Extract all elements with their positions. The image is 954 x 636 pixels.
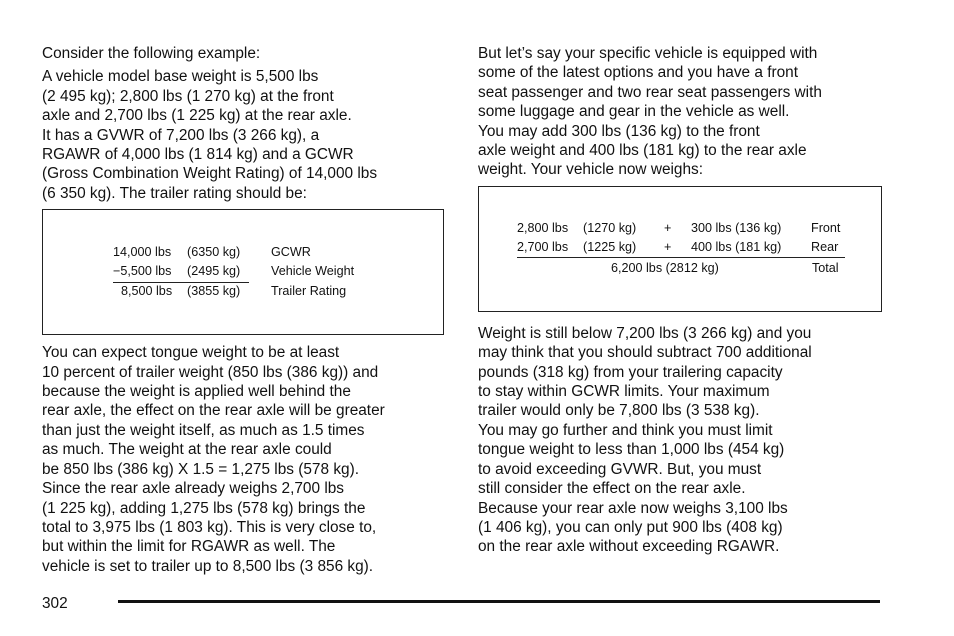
text-line: on the rear axle without exceeding RGAWR.	[478, 538, 780, 556]
text-line: 10 percent of trailer weight (850 lbs (386 kg)) and	[42, 363, 379, 381]
text-line: You can expect tongue weight to be at least	[42, 344, 340, 362]
text-line: than just the weight itself, as much as 1.5 times	[42, 421, 365, 439]
table-cell-operator: +	[664, 239, 672, 254]
table-cell-total-label: Total	[812, 260, 839, 275]
text-line: seat passenger and two rear seat passengers with	[478, 83, 822, 101]
text-line: may think that you should subtract 700 additional	[478, 344, 812, 362]
table-cell-base-kg: (1270 kg)	[583, 220, 637, 235]
table-cell-operator: +	[664, 220, 672, 235]
text-line: axle weight and 400 lbs (181 kg) to the rear axle	[478, 142, 807, 160]
tongue-weight-paragraph	[42, 343, 446, 576]
trailer-rating-table	[42, 209, 444, 335]
left-column	[42, 44, 446, 576]
text-line: to avoid exceeding GVWR. But, you must	[478, 460, 762, 478]
text-line: Weight is still below 7,200 lbs (3 266 kg) and you	[478, 324, 812, 342]
intro-text: Consider the following example:	[42, 45, 261, 62]
table-cell-lbs: 14,000 lbs	[113, 245, 172, 260]
text-line: still consider the effect on the rear axle.	[478, 480, 746, 498]
text-line: But let’s say your specific vehicle is equipped with	[478, 45, 818, 62]
table-cell-label: GCWR	[271, 245, 311, 260]
text-line: tongue weight to less than 1,000 lbs (454 kg)	[478, 441, 785, 459]
vehicle-weight-table	[478, 186, 882, 312]
table-cell-kg: (6350 kg)	[187, 245, 241, 260]
text-line: (2 495 kg); 2,800 lbs (1 270 kg) at the front	[42, 87, 334, 105]
example-paragraph	[42, 67, 446, 203]
text-line: be 850 lbs (386 kg) X 1.5 = 1,275 lbs (578 kg).	[42, 460, 359, 478]
table-cell-base: 2,800 lbs	[517, 220, 569, 235]
text-line: (1 225 kg), adding 1,275 lbs (578 kg) brings the	[42, 499, 366, 517]
text-line: total to 3,975 lbs (1 803 kg). This is very close to,	[42, 518, 377, 536]
table-cell-addition: 400 lbs (181 kg)	[691, 239, 782, 254]
table-cell-lbs: 8,500 lbs	[121, 284, 173, 299]
text-line: trailer would only be 7,800 lbs (3 538 kg).	[478, 402, 760, 420]
table-cell-kg: (3855 kg)	[187, 284, 241, 299]
text-line: weight. Your vehicle now weighs:	[478, 161, 704, 179]
table-cell-kg: (2495 kg)	[187, 264, 241, 279]
table-cell-base: 2,700 lbs	[517, 239, 569, 254]
text-line: Because your rear axle now weighs 3,100 lbs	[478, 499, 788, 517]
text-line: You may add 300 lbs (136 kg) to the front	[478, 122, 760, 140]
text-line: You may go further and think you must limit	[478, 421, 773, 439]
text-line: Since the rear axle already weighs 2,700 lbs	[42, 480, 345, 498]
text-line: (6 350 kg). The trailer rating should be:	[42, 184, 307, 202]
table-cell-label: Front	[811, 220, 841, 235]
table-cell-label: Rear	[811, 239, 839, 254]
text-line: to stay within GCWR limits. Your maximum	[478, 383, 770, 401]
text-line: vehicle is set to trailer up to 8,500 lbs (3 856 kg).	[42, 557, 374, 575]
table-cell-base-kg: (1225 kg)	[583, 239, 637, 254]
table-cell-total: 6,200 lbs (2812 kg)	[611, 260, 719, 275]
table-cell-label: Trailer Rating	[271, 284, 347, 299]
text-line: A vehicle model base weight is 5,500 lbs	[42, 68, 319, 86]
text-line: some luggage and gear in the vehicle as well.	[478, 103, 790, 121]
gcwr-paragraph	[478, 324, 882, 557]
right-column	[478, 44, 882, 557]
sum-rule	[517, 257, 845, 258]
text-line: rear axle, the effect on the rear axle will be greater	[42, 402, 385, 420]
text-line: pounds (318 kg) from your trailering capacity	[478, 363, 783, 381]
text-line: axle and 2,700 lbs (1 225 kg) at the rear axle.	[42, 107, 352, 125]
page-number: 302	[42, 595, 68, 612]
text-line: RGAWR of 4,000 lbs (1 814 kg) and a GCWR	[42, 146, 354, 164]
text-line: (Gross Combination Weight Rating) of 14,000 lbs	[42, 165, 378, 183]
text-line: some of the latest options and you have a front	[478, 64, 798, 82]
footer-rule	[118, 600, 880, 603]
text-line: It has a GVWR of 7,200 lbs (3 266 kg), a	[42, 126, 320, 144]
table-cell-lbs: −5,500 lbs	[113, 264, 172, 279]
text-line: but within the limit for RGAWR as well. The	[42, 538, 336, 556]
text-line: as much. The weight at the rear axle could	[42, 441, 332, 459]
table-cell-addition: 300 lbs (136 kg)	[691, 220, 782, 235]
text-line: because the weight is applied well behind the	[42, 383, 351, 401]
text-line: (1 406 kg), you can only put 900 lbs (408 kg)	[478, 518, 783, 536]
options-paragraph	[478, 44, 882, 180]
table-cell-label: Vehicle Weight	[271, 264, 355, 279]
